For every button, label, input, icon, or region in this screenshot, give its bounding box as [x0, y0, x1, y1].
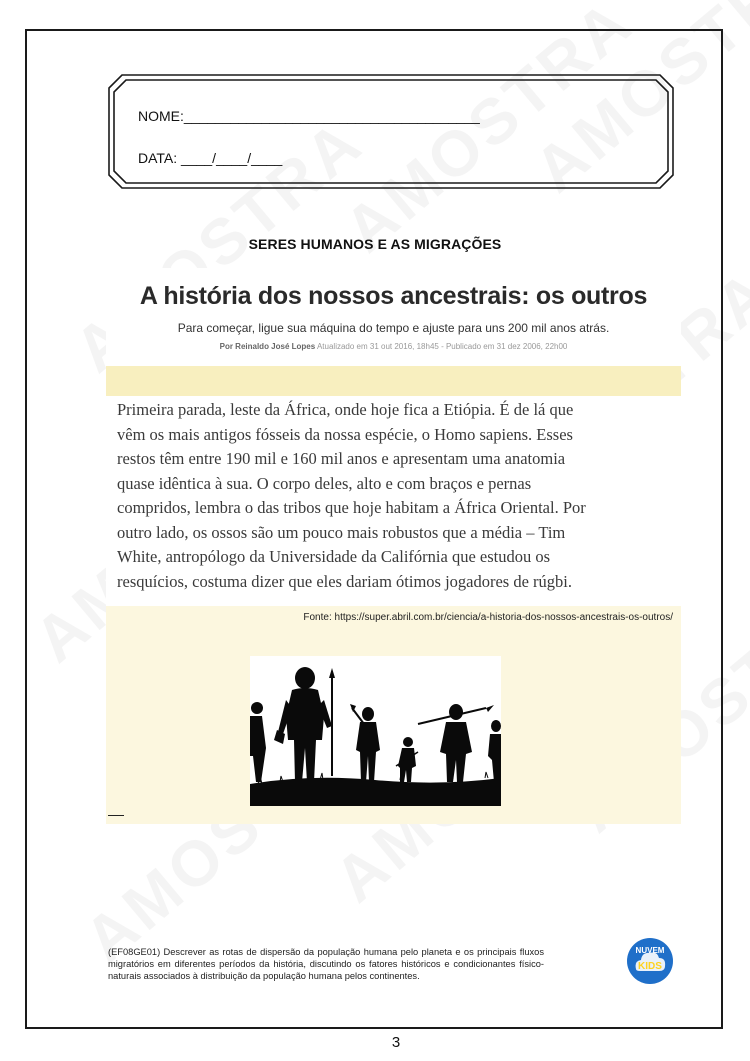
byline-author: Por Reinaldo José Lopes — [219, 342, 316, 351]
logo-text-bottom: KIDS — [638, 961, 662, 972]
divider — [108, 815, 124, 816]
article-byline — [106, 342, 681, 351]
article-subheadline: Para começar, ligue sua máquina do tempo e ajuste para uns 200 mil anos atrás. — [177, 321, 610, 335]
student-info-box — [108, 74, 674, 189]
article-line: resquícios, costuma dizer que eles dariam ótimos jogadores de rúgbi. — [117, 571, 572, 591]
article-headline: A história dos nossos ancestrais: os outros — [139, 282, 648, 310]
student-name-field[interactable]: NOME:______________________________________ — [138, 108, 480, 124]
octagon-frame-icon — [108, 74, 674, 189]
article-line: compridos, lembra o das tribos que hoje habitam a África Oriental. Por — [117, 498, 586, 517]
article-line: quase idêntica à sua. O corpo deles, alto e com braços e pernas — [117, 473, 532, 493]
article-line: White, antropólogo da Universidade da Califórnia que estudou os — [117, 547, 551, 566]
ancestors-silhouette-image — [250, 656, 501, 806]
article-line: Primeira parada, leste da África, onde hoje fica a Etiópia. É de lá que — [117, 400, 574, 419]
bncc-skill-footnote: (EF08GE01) Descrever as rotas de dispersão da população humana pelo planeta e os principais fluxos migratórios em diferentes períodos da história, discutindo os fatores históricos e condicionantes físico-naturais associados à distribuição da população humana pelos continentes. — [108, 947, 544, 981]
nuvem-kids-logo — [626, 937, 674, 985]
page-number: 3 — [391, 1034, 401, 1051]
byline-dates: Atualizado em 31 out 2016, 18h45 - Publicado em 31 dez 2006, 22h00 — [316, 342, 568, 351]
date-field[interactable]: DATA: ____/____/____ — [138, 150, 283, 166]
hunters-silhouette-icon — [250, 656, 501, 806]
cloud-logo-icon — [626, 937, 674, 985]
article-text — [117, 398, 672, 594]
article-highlight-band — [106, 366, 681, 396]
source-citation: Fonte: https://super.abril.com.br/ciencia/a-historia-dos-nossos-ancestrais-os-outros/ — [303, 612, 673, 623]
article-line: outro lado, os ossos são um pouco mais robustos que a média – Tim — [117, 522, 566, 542]
article-line: vêm os mais antigos fósseis da nossa espécie, o Homo sapiens. Esses — [117, 424, 573, 444]
article-clipping — [106, 268, 681, 824]
article-line: restos têm entre 190 mil e 160 mil anos e apresentam uma anatomia — [117, 449, 566, 468]
page-title: SERES HUMANOS E AS MIGRAÇÕES — [248, 236, 502, 252]
logo-text-top: NUVEM — [635, 946, 665, 955]
